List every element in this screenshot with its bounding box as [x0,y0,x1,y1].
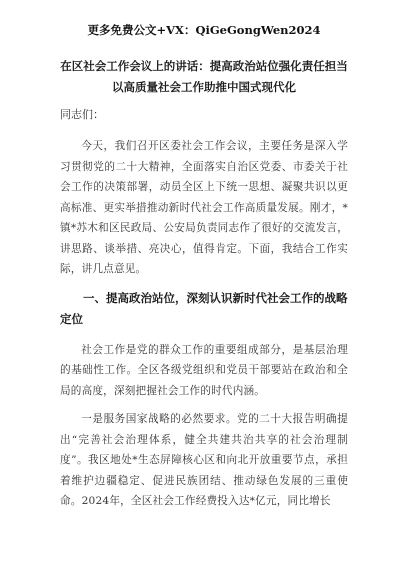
document-title: 在区社会工作会议上的讲话：提高政治站位强化责任担当以高质量社会工作助推中国式现代化 [60,59,348,94]
paragraph-section1-intro: 社会工作是党的群众工作的重要组成部分，是基层治理的基础性工作。全区各级党组织和党员干部要站在政治和全局的高度，深刻把握社会工作的时代内涵。 [60,343,348,397]
section-heading-1: 一、提高政治站位，深刻认识新时代社会工作的战略定位 [60,290,348,326]
paragraph-point-1: 一是服务国家战略的必然要求。党的二十大报告明确提出“完善社会治理体系，健全共建共治共享的社会治理制度”。我区地处*生态屏障核心区和向北开放重要节点，承担着维护边疆稳定、促进民族团结、推动绿色发展的三重使命。2024年，全区社会工作经费投入达*亿元，同比增长 [60,413,348,507]
salutation: 同志们： [60,108,104,121]
paragraph-intro: 今天，我们召开区委社会工作会议，主要任务是深入学习贯彻党的二十大精神，全面落实自治区党委、市委关于社会工作的决策部署，动员全区上下统一思想、凝聚共识以更高标准、更实举措推动新时代社会工作高质量发展。刚才，*镇*苏木和区民政局、公安局负责同志作了很好的交流发言，讲思路、谈举措、亮决心，值得肯定。下面，我结合工作实际，讲几点意见。 [60,140,348,275]
promo-banner: 更多免费公文+VX：QiGeGongWen2024 [87,23,321,37]
